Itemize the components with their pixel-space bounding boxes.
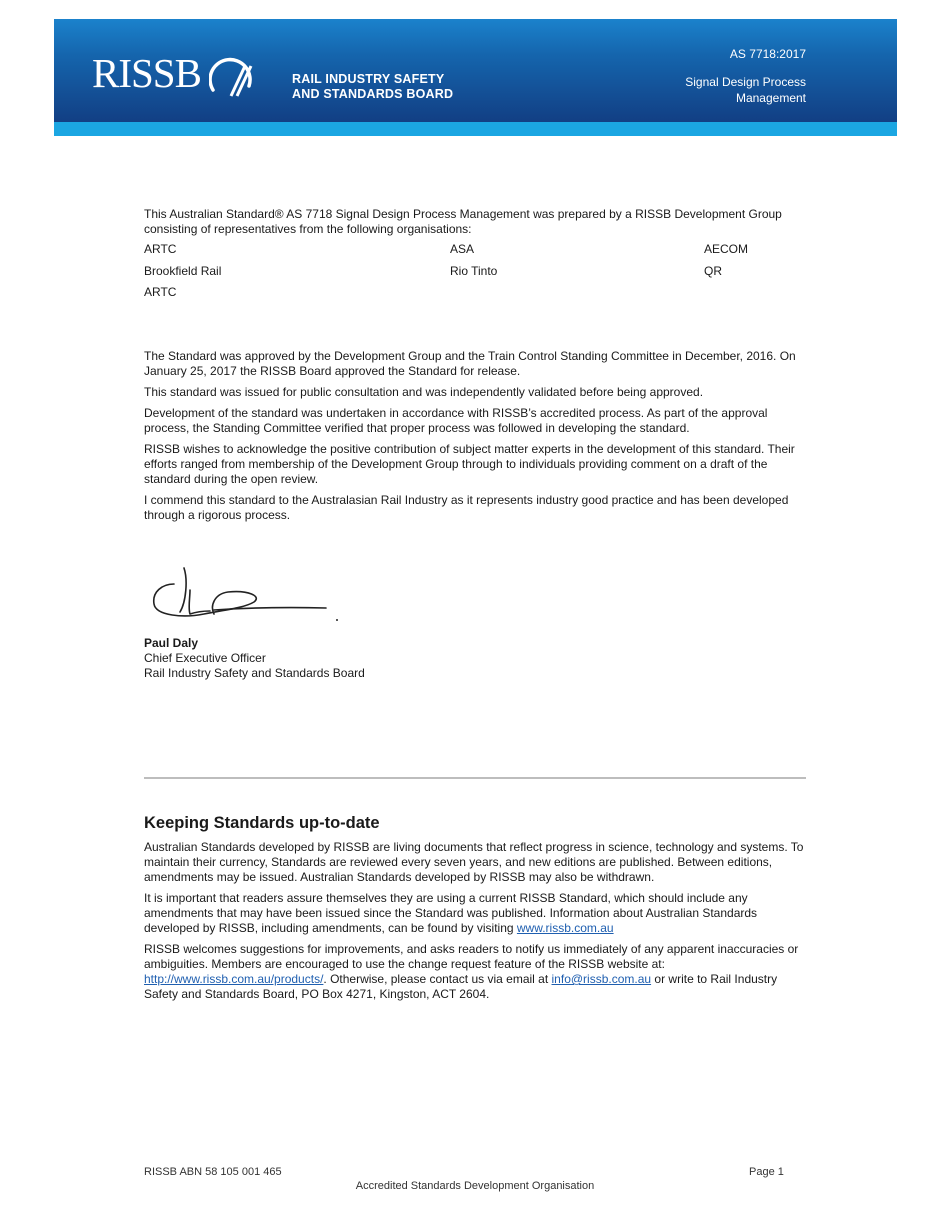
organisation-item: QR: [704, 264, 722, 278]
footer-abn: RISSB ABN 58 105 001 465: [144, 1166, 282, 1178]
signatory-organisation: Rail Industry Safety and Standards Board: [144, 666, 365, 680]
organisation-item: Brookfield Rail: [144, 264, 222, 278]
approval-section: [144, 349, 809, 529]
keeping-standards-heading: Keeping Standards up-to-date: [144, 814, 380, 832]
approval-paragraph: RISSB wishes to acknowledge the positive contribution of subject matter experts in the development of this standard. Their efforts ranged from membership of the Development Group through to individuals providing comment on a draft of the standard during the open review.: [144, 442, 795, 486]
keeping-paragraph: Australian Standards developed by RISSB are living documents that reflect progress in science, technology and systems. To maintain their currency, Standards are reviewed every seven years, and new editions are published. Between editions, amendments may be issued. Australian Standards developed by RISSB may also be withdrawn.: [144, 840, 804, 884]
approval-paragraph: Development of the standard was undertaken in accordance with RISSB’s accredited process. As part of the approval process, the Standing Committee verified that proper process was followed in developing the standard.: [144, 406, 768, 435]
signatory-name: Paul Daly: [144, 636, 199, 650]
organisation-item: ARTC: [144, 242, 177, 256]
standard-code: AS 7718:2017: [729, 47, 806, 61]
organisations-list: [144, 242, 809, 302]
signatory-title: Chief Executive Officer: [144, 651, 266, 665]
footer-accreditation: Accredited Standards Development Organisation: [355, 1180, 595, 1192]
rissb-products-link[interactable]: http://www.rissb.com.au/products/: [144, 972, 324, 986]
header-document-info: [656, 46, 806, 106]
approval-paragraph: I commend this standard to the Australasian Rail Industry as it represents industry good practice and has been developed through a rigorous process.: [144, 493, 789, 522]
logo-wordmark: RISSB: [92, 50, 201, 96]
rissb-website-link[interactable]: www.rissb.com.au: [516, 921, 614, 935]
logo-org-name: RAIL INDUSTRY SAFETY AND STANDARDS BOARD: [292, 72, 454, 101]
approval-paragraph: The Standard was approved by the Development Group and the Train Control Standing Committee in December, 2016. On January 25, 2017 the RISSB Board approved the Standard for release.: [144, 349, 796, 378]
keeping-standards-section: [144, 840, 809, 1008]
organisation-item: ARTC: [144, 285, 177, 299]
section-divider: [144, 777, 806, 779]
approval-paragraph: This standard was issued for public consultation and was independently validated before being approved.: [144, 385, 704, 399]
rail-logo-icon: [209, 54, 257, 102]
organisation-item: ASA: [450, 242, 475, 256]
handwritten-signature: [144, 562, 364, 632]
keeping-paragraph: RISSB welcomes suggestions for improvements, and asks readers to notify us immediately of any apparent inaccuracies or ambiguities. Members are encouraged to use the change request feature of the RISSB website at: http://www.rissb.com.au/products/. Otherwise, please contact us via email at info@rissb.com.au or write to Rail Industry Safety and Standards Board, PO Box 4271, Kingston, ACT 2604.: [144, 942, 799, 1001]
footer-page-number: Page 1: [749, 1166, 784, 1178]
keeping-paragraph: It is important that readers assure themselves they are using a current RISSB Standard, which should include any amendments that may have been issued since the Standard was published. Information about Australian Standards developed by RISSB, including amendments, can be found by visiting www.rissb.com.au: [144, 891, 758, 935]
intro-paragraph: This Australian Standard® AS 7718 Signal Design Process Management was prepared by a RISSB Development Group consisting of representatives from the following organisations:: [144, 207, 782, 236]
signatory-details: [144, 636, 365, 681]
document-title: Signal Design Process Management: [685, 75, 806, 105]
header-accent-strip: [54, 122, 897, 136]
organisation-item: Rio Tinto: [450, 264, 498, 278]
rissb-email-link[interactable]: info@rissb.com.au: [551, 972, 652, 986]
organisation-item: AECOM: [704, 242, 749, 256]
rissb-logo: [92, 48, 472, 112]
